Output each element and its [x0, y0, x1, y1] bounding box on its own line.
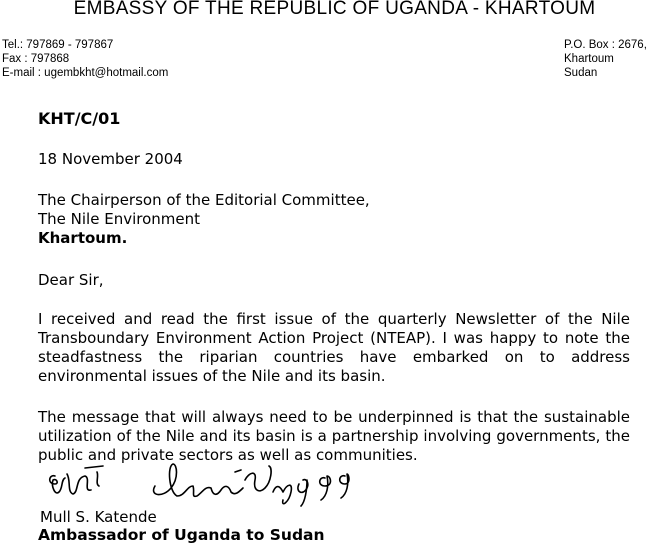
reference-number: KHT/C/01 [38, 109, 121, 128]
recipient-block [38, 191, 370, 248]
paragraph-line: public and private sectors as well as communities. [38, 446, 418, 464]
signatory-title: Ambassador of Uganda to Sudan [38, 526, 325, 544]
recipient-line: The Chairperson of the Editorial Committee, [38, 191, 370, 209]
paragraph-line: The message that will always need to be underpinned is that the sustainable [38, 408, 630, 426]
paragraph-line: environmental issues of the Nile and its basin. [38, 367, 386, 385]
recipient-city: Khartoum. [38, 229, 128, 247]
recipient-line: The Nile Environment [38, 210, 200, 228]
paragraph-line: Transboundary Environment Action Project (NTEAP). I was happy to note the [38, 329, 630, 347]
fax-line: Fax : 797868 [2, 53, 70, 65]
letter-date: 18 November 2004 [38, 150, 183, 168]
paragraph-1 [38, 310, 630, 386]
email-line: E-mail : ugembkht@hotmail.com [2, 67, 169, 79]
country-line: Sudan [564, 67, 598, 79]
salutation: Dear Sir, [38, 271, 104, 289]
paragraph-line: steadfastness the riparian countries have embarked on to address [38, 348, 630, 366]
letterhead-contact-left [2, 38, 168, 80]
telephone-line: Tel.: 797869 - 797867 [2, 39, 114, 51]
paragraph-line: utilization of the Nile and its basin is a partnership involving governments, the [38, 427, 630, 445]
paragraph-2 [38, 408, 630, 465]
city-line: Khartoum [564, 53, 614, 65]
paragraph-line: I received and read the first issue of the quarterly Newsletter of the Nile [38, 310, 630, 328]
letterhead-title: EMBASSY OF THE REPUBLIC OF UGANDA - KHARTOUM [73, 0, 596, 19]
signatory-name: Mull S. Katende [40, 508, 157, 526]
po-box-line: P.O. Box : 2676, [564, 39, 647, 51]
letterhead-contact-right [564, 38, 647, 80]
